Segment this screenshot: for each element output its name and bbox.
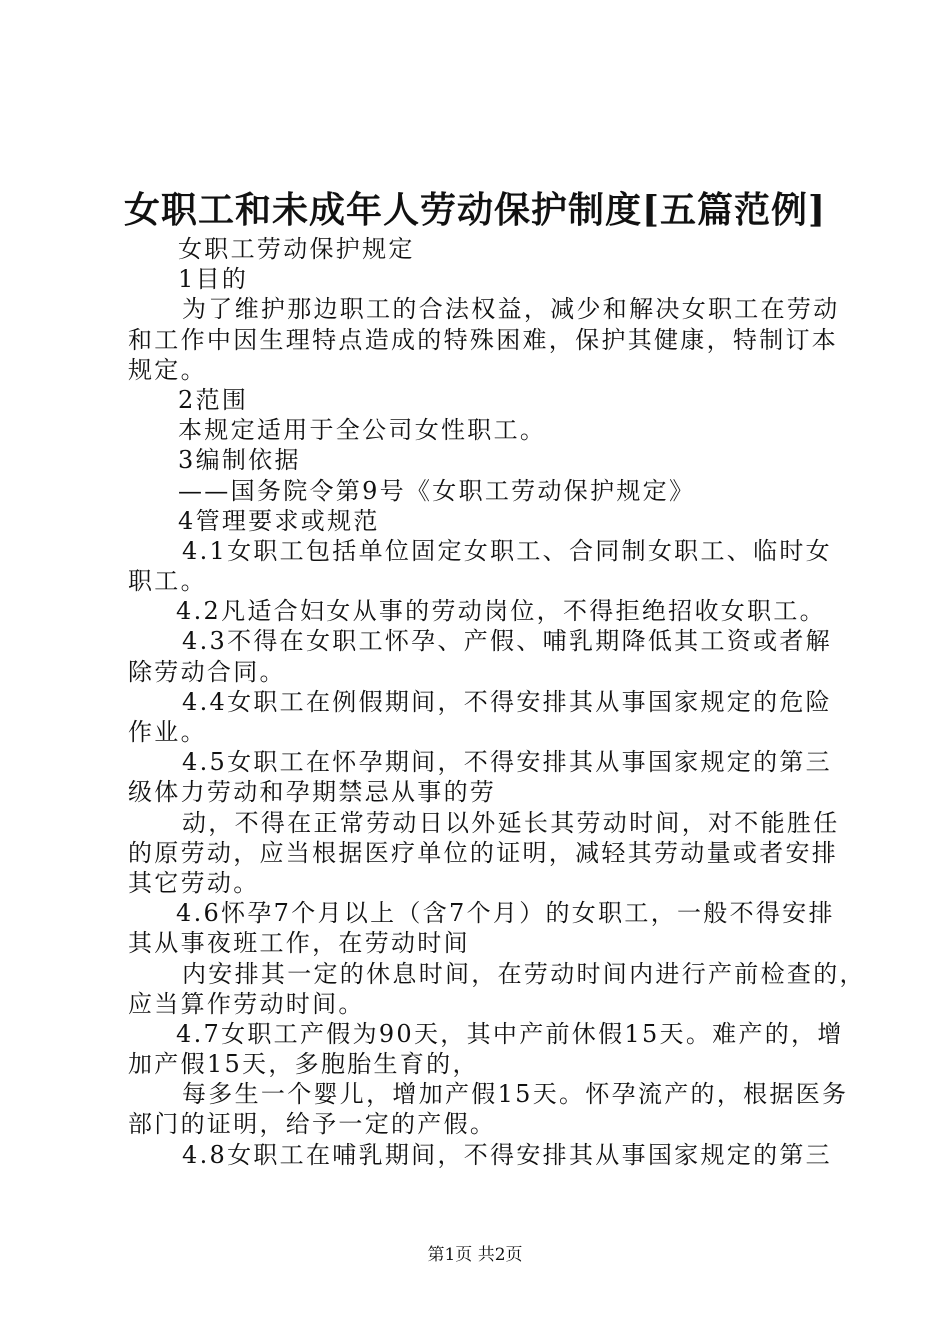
paragraph-line: 4.3不得在女职工怀孕、产假、哺乳期降低其工资或者解 [182,627,832,656]
paragraph-line: 规定。 [128,355,207,384]
paragraph-line: 4.4女职工在例假期间，不得安排其从事国家规定的危险 [182,687,832,716]
paragraph-line: 其它劳动。 [128,868,260,897]
paragraph-line: 其从事夜班工作，在劳动时间 [128,929,470,958]
paragraph-line: 部门的证明，给予一定的产假。 [128,1110,497,1139]
paragraph-line: 职工。 [128,567,207,596]
paragraph-line: 除劳动合同。 [128,657,286,686]
section-heading: 3编制依据 [178,446,301,475]
paragraph-line: 为了维护那边职工的合法权益，减少和解决女职工在劳动 [182,295,840,324]
paragraph-line: 的原劳动，应当根据医疗单位的证明，减轻其劳动量或者安排 [128,838,839,867]
paragraph-line: 每多生一个婴儿，增加产假15天。怀孕流产的，根据医务 [182,1080,849,1109]
section-heading: 4管理要求或规范 [178,506,380,535]
paragraph-line: ——国务院令第9号《女职工劳动保护规定》 [178,476,696,505]
paragraph-line: 4.2凡适合妇女从事的劳动岗位，不得拒绝招收女职工。 [176,597,826,626]
paragraph-line: 本规定适用于全公司女性职工。 [178,416,547,445]
paragraph-line: 4.8女职工在哺乳期间，不得安排其从事国家规定的第三 [182,1140,832,1169]
paragraph-line: 和工作中因生理特点造成的特殊困难，保护其健康，特制订本 [128,325,839,354]
paragraph-line: 级体力劳动和孕期禁忌从事的劳 [128,778,497,807]
paragraph-line: 加产假15天，多胞胎生育的， [128,1050,479,1079]
page-number-footer: 第1页 共2页 [427,1245,523,1265]
paragraph-line: 内安排其一定的休息时间，在劳动时间内进行产前检查的， [182,959,866,988]
paragraph-line: 4.1女职工包括单位固定女职工、合同制女职工、临时女 [182,536,832,565]
document-body [128,234,866,1170]
paragraph-line: 应当算作劳动时间。 [128,989,365,1018]
paragraph-line: 女职工劳动保护规定 [178,235,415,263]
section-heading: 1目的 [178,265,249,294]
document-title: 女职工和未成年人劳动保护制度[五篇范例] [123,189,827,231]
section-heading: 2范围 [178,385,249,414]
paragraph-line: 4.5女职工在怀孕期间，不得安排其从事国家规定的第三 [182,748,832,777]
paragraph-line: 4.7女职工产假为90天，其中产前休假15天。难产的，增 [176,1019,844,1048]
paragraph-line: 动，不得在正常劳动日以外延长其劳动时间，对不能胜任 [182,808,840,837]
paragraph-line: 作业。 [128,718,207,746]
paragraph-line: 4.6怀孕7个月以上（含7个月）的女职工，一般不得安排 [176,899,835,928]
